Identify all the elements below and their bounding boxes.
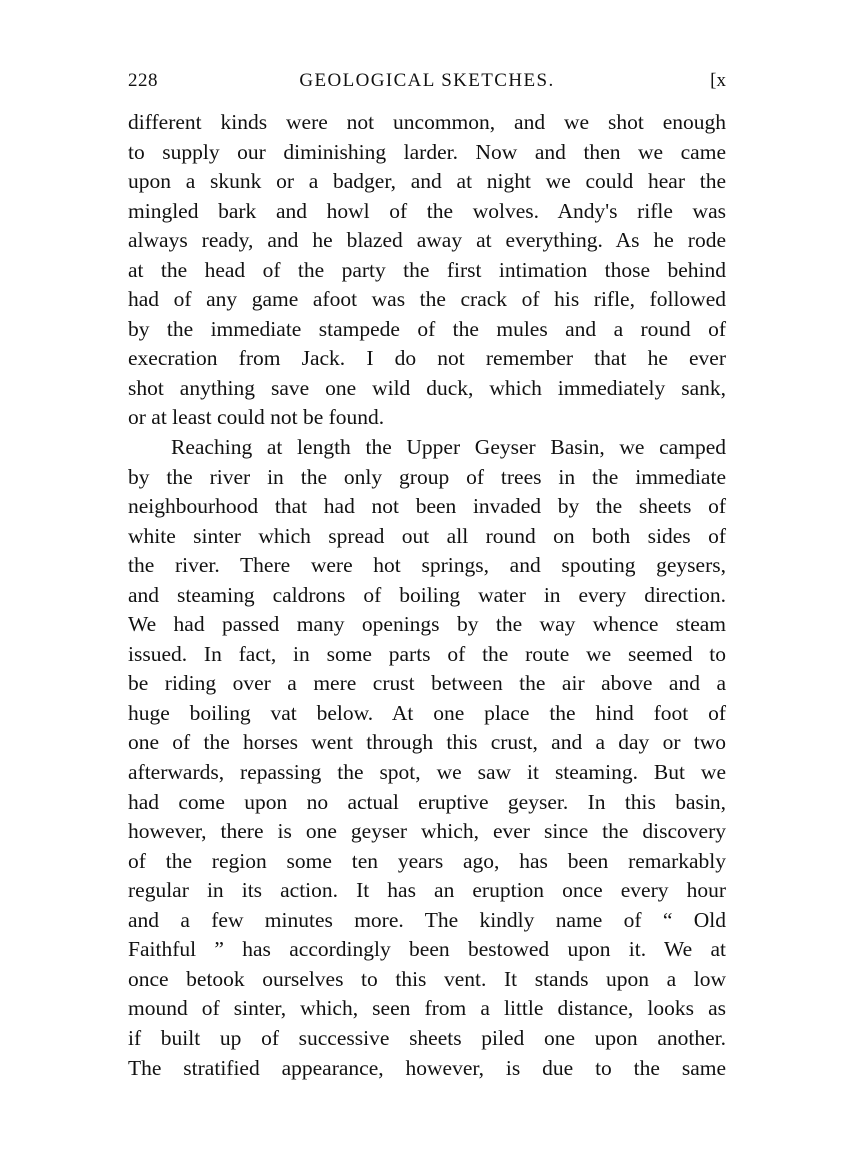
paragraph-first-line: Reaching at length the Upper Geyser Basin, we camped xyxy=(171,435,726,460)
chapter-mark: [x xyxy=(710,70,726,91)
text-line: shot anything save one wild duck, which immediately sank, xyxy=(128,375,726,400)
text-line: at the head of the party the first intimation those behind xyxy=(128,257,726,282)
text-line: mingled bark and howl of the wolves. Andy's rifle was xyxy=(128,198,726,223)
text-line: huge boiling vat below. At one place the hind foot of xyxy=(128,700,726,725)
text-line: however, there is one geyser which, ever since the discovery xyxy=(128,819,726,844)
text-line: neighbourhood that had not been invaded by the sheets of xyxy=(128,494,726,519)
text-line: had of any game afoot was the crack of his rifle, followed xyxy=(128,287,726,312)
text-line: always ready, and he blazed away at everything. As he rode xyxy=(128,228,726,253)
page-number: 228 xyxy=(128,70,158,91)
text-line: by the river in the only group of trees in the immediate xyxy=(128,464,726,489)
text-line: mound of sinter, which, seen from a little distance, looks as xyxy=(128,996,726,1021)
text-line: execration from Jack. I do not remember that he ever xyxy=(128,346,726,371)
text-line: and a few minutes more. The kindly name of “ Old xyxy=(128,907,726,932)
text-line: upon a skunk or a badger, and at night we could hear the xyxy=(128,169,726,194)
text-line: We had passed many openings by the way whence steam xyxy=(128,612,726,637)
text-line: issued. In fact, in some parts of the route we seemed to xyxy=(128,641,726,666)
running-title: GEOLOGICAL SKETCHES. xyxy=(299,70,555,91)
text-line: different kinds were not uncommon, and we shot enough xyxy=(128,110,726,134)
text-line: be riding over a mere crust between the air above and a xyxy=(128,671,726,696)
text-line: Faithful ” has accordingly been bestowed upon it. We at xyxy=(128,937,726,962)
text-line: once betook ourselves to this vent. It stands upon a low xyxy=(128,966,726,991)
text-line: one of the horses went through this crust, and a day or two xyxy=(128,730,726,755)
text-line: The stratified appearance, however, is due to the same xyxy=(128,1055,726,1080)
text-line: white sinter which spread out all round on both sides of xyxy=(128,523,726,548)
text-line: of the region some ten years ago, has been remarkably xyxy=(128,848,726,873)
text-line: the river. There were hot springs, and spouting geysers, xyxy=(128,553,726,578)
running-head xyxy=(128,66,726,96)
text-line: afterwards, repassing the spot, we saw it steaming. But we xyxy=(128,760,726,785)
text-line: if built up of successive sheets piled one upon another. xyxy=(128,1025,726,1050)
text-line: had come upon no actual eruptive geyser. In this basin, xyxy=(128,789,726,814)
body-text xyxy=(128,108,726,1083)
text-line: to supply our diminishing larder. Now and then we came xyxy=(128,139,726,164)
text-line: regular in its action. It has an eruption once every hour xyxy=(128,878,726,903)
text-line: by the immediate stampede of the mules and a round of xyxy=(128,316,726,341)
text-line: and steaming caldrons of boiling water in every direction. xyxy=(128,582,726,607)
paragraph-end-line: or at least could not be found. xyxy=(128,405,385,430)
